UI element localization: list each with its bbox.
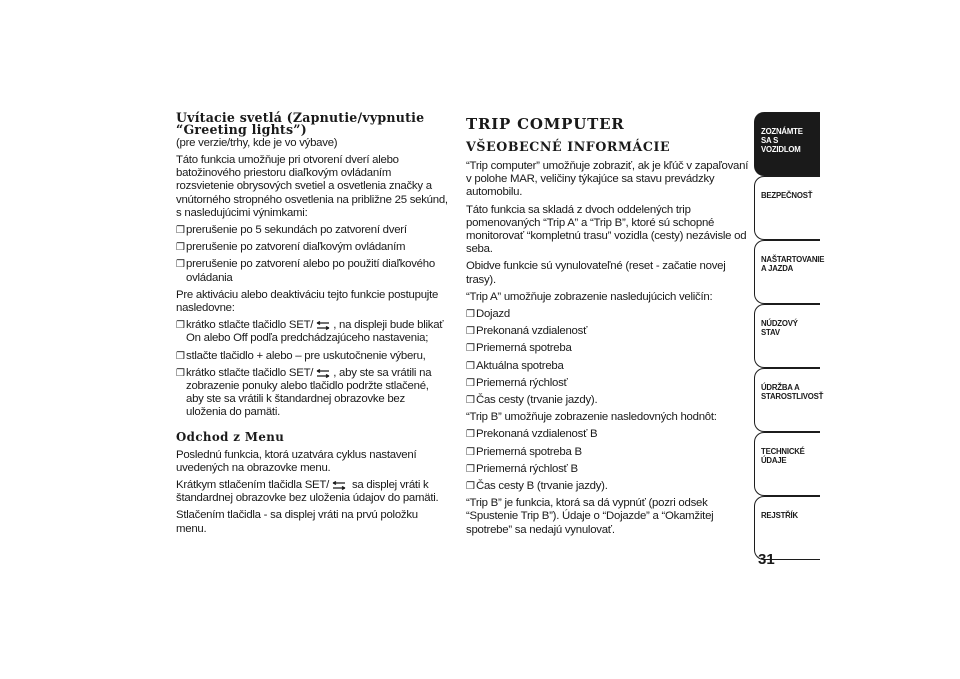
paragraph: Táto funkcia sa skladá z dvoch oddelených trip pomenovaných “Trip A” a “Trip B”, ktoré sú schopné monitorovať “kompletnú trasu” vozidla (cesty) nezávisle od seba. xyxy=(466,203,747,256)
paragraph: Obidve funkcie sú vynulovateľné (reset - začatie novej trasy). xyxy=(466,260,726,286)
section-heading-trip-computer: TRIP COMPUTER xyxy=(466,115,625,133)
subsection-heading-general: VŠEOBECNÉ INFORMÁCIE xyxy=(466,139,671,154)
right-column xyxy=(466,112,752,541)
bullet-box-icon: ❒ xyxy=(176,320,185,332)
section-heading-exit-menu: Odchod z Menu xyxy=(176,429,285,444)
tab-getting-to-know-vehicle[interactable]: ZOZNÁMTE SA S VOZIDLOM xyxy=(754,112,820,176)
list-item: ❒ Čas cesty (trvanie jazdy). xyxy=(466,394,598,407)
list-item: ❒ Prekonaná vzdialenosť xyxy=(466,325,588,338)
paragraph: Táto funkcia umožňuje pri otvorení dverí alebo batožinového priestoru diaľkovým ovládaním rozsvietenie obrysových svetiel a osvetlenia značky a vnútorného stropného osvetlenia na približne 25 sekúnd, s nasledujúcimi výnimkami: xyxy=(176,154,448,219)
list-item: ❒ Priemerná spotreba B xyxy=(466,445,582,458)
list-item: ❒ Priemerná spotreba xyxy=(466,342,572,355)
list-item: ❒ prerušenie po zatvorení alebo po použití diaľkového ovládania xyxy=(176,258,435,284)
bullet-box-icon: ❒ xyxy=(176,259,185,271)
paragraph: Krátkym stlačením tlačidla SET/ sa displej vráti k štandardnej obrazovke bez uloženia údajov do pamäti. xyxy=(176,479,439,505)
bullet-box-icon: ❒ xyxy=(176,225,185,237)
paragraph: Stlačením tlačidla - sa displej vráti na prvú položku menu. xyxy=(176,509,418,535)
list-item: ❒ krátko stlačte tlačidlo SET/ , na displeji bude blikať On alebo Off podľa predchádzajúceho nastavenia; xyxy=(176,319,444,345)
section-heading-greeting-lights: Uvítacie svetlá (Zapnutie/vypnutie “Greeting lights”) xyxy=(176,110,425,138)
bullet-box-icon: ❒ xyxy=(466,326,475,338)
tab-maintenance[interactable]: ÚDRŽBA A STAROSTLIVOSŤ xyxy=(754,368,820,432)
paragraph: “Trip computer” umožňuje zobraziť, ak je kľúč v zapaľovaní v polohe MAR, veličiny týkajúce sa stavu prevádzky automobilu. xyxy=(466,160,749,199)
paragraph: “Trip B” umožňuje zobrazenie nasledovných hodnôt: xyxy=(466,411,717,424)
list-item: ❒ Aktuálna spotreba xyxy=(466,359,564,372)
bullet-box-icon: ❒ xyxy=(466,395,475,407)
return-arrow-icon xyxy=(315,369,331,378)
list-item: ❒ prerušenie po 5 sekundách po zatvorení dverí xyxy=(176,224,407,237)
bullet-box-icon: ❒ xyxy=(466,429,475,441)
bullet-box-icon: ❒ xyxy=(176,242,185,254)
bullet-box-icon: ❒ xyxy=(466,481,475,493)
return-arrow-icon xyxy=(315,321,331,330)
bullet-box-icon: ❒ xyxy=(466,377,475,389)
version-note: (pre verzie/trhy, kde je vo výbave) xyxy=(176,136,338,149)
bullet-box-icon: ❒ xyxy=(176,350,185,362)
list-item: ❒ Čas cesty B (trvanie jazdy). xyxy=(466,480,608,493)
paragraph: “Trip B” je funkcia, ktorá sa dá vypnúť (pozri odsek “Spustenie Trip B”). Údaje o “Dojazde” a “Okamžitej spotrebe” sa nedajú vynulovať. xyxy=(466,497,714,536)
bullet-box-icon: ❒ xyxy=(466,360,475,372)
list-item: ❒ Prekonaná vzdialenosť B xyxy=(466,428,598,441)
list-item: ❒ prerušenie po zatvorení diaľkovým ovládaním xyxy=(176,241,406,254)
tab-index[interactable]: REJSTŘÍK xyxy=(754,496,820,560)
tab-technical-data[interactable]: TECHNICKÉ ÚDAJE xyxy=(754,432,820,496)
bullet-box-icon: ❒ xyxy=(466,309,475,321)
bullet-box-icon: ❒ xyxy=(466,343,475,355)
tab-safety[interactable]: BEZPEČNOSŤ xyxy=(754,176,820,240)
paragraph: Poslednú funkcia, ktorá uzatvára cyklus nastavení uvedených na obrazovke menu. xyxy=(176,448,417,474)
return-arrow-icon xyxy=(331,481,347,490)
list-item: ❒ krátko stlačte tlačidlo SET/ , aby ste sa vrátili na zobrazenie ponuky alebo tlačidlo podržte stlačené, aby ste sa vrátili k štandardnej obrazovke bez uloženia do pamäti. xyxy=(176,366,432,419)
bullet-box-icon: ❒ xyxy=(176,367,185,379)
list-item: ❒ stlačte tlačidlo + alebo – pre uskutočnenie výberu, xyxy=(176,349,426,362)
bullet-box-icon: ❒ xyxy=(466,446,475,458)
chapter-tabs xyxy=(754,112,825,560)
list-item: ❒ Dojazd xyxy=(466,308,510,321)
bullet-box-icon: ❒ xyxy=(466,463,475,475)
list-item: ❒ Priemerná rýchlosť xyxy=(466,376,568,389)
left-column xyxy=(176,112,448,540)
paragraph: Pre aktiváciu alebo deaktiváciu tejto funkcie postupujte nasledovne: xyxy=(176,288,439,315)
tab-starting-driving[interactable]: NAŠTARTOVANIE A JAZDA xyxy=(754,240,820,304)
paragraph: “Trip A” umožňuje zobrazenie nasledujúcich veličín: xyxy=(466,290,713,303)
list-item: ❒ Priemerná rýchlosť B xyxy=(466,462,578,475)
page-number: 31 xyxy=(758,551,775,568)
tab-emergency[interactable]: NÚDZOVÝ STAV xyxy=(754,304,820,368)
